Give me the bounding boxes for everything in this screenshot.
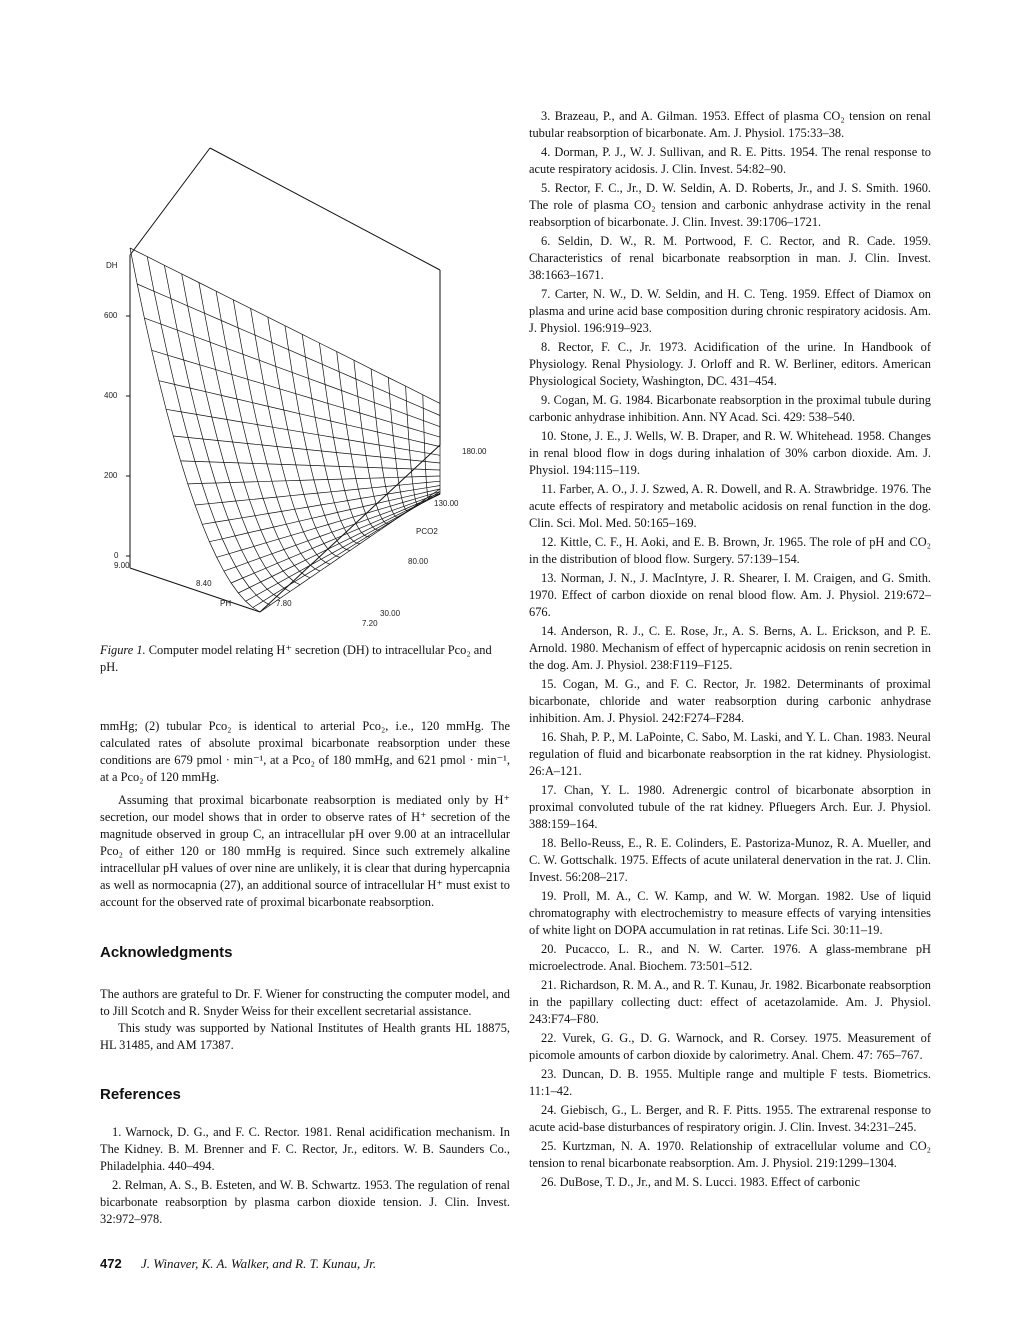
surface-grid-line	[199, 283, 300, 585]
reference-item: 23. Duncan, D. B. 1955. Multiple range and multiple F tests. Biometrics. 11:1–42.	[529, 1067, 931, 1098]
reference-item: 21. Richardson, R. M. A., and R. T. Kunau, Jr. 1982. Bicarbonate reabsorption in the papillary collecting duct: effect of acetazolamide. Am. J. Physiol. 243:F74–F80.	[529, 978, 931, 1026]
figure-1	[100, 140, 510, 660]
reference-item: 13. Norman, J. N., J. MacIntyre, J. R. Shearer, I. M. Craigen, and G. Smith. 1970. Effect of carbon dioxide on renal blood flow. Am. J. Physiol. 219:672–676.	[529, 571, 931, 619]
reference-item: 1. Warnock, D. G., and F. C. Rector. 1981. Renal acidification mechanism. In The Kidney. B. M. Brenner and F. C. Rector, Jr., editors. W. B. Saunders Co., Philadelphia. 440–494.	[100, 1125, 510, 1173]
reference-item: 3. Brazeau, P., and A. Gilman. 1953. Effect of plasma CO₂ tension on renal tubular reabsorption of bicarbonate. Am. J. Physiol. 175:33–38.	[529, 109, 931, 140]
reference-item: 15. Cogan, M. G., and F. C. Rector, Jr. 1982. Determinants of proximal bicarbonate, chloride and water reabsorption during carbonic anhydrase inhibition. Am. J. Physiol. 242:F274–F284.	[529, 677, 931, 725]
figure-caption	[100, 642, 510, 676]
pco2-tick-label: 130.00	[434, 499, 459, 508]
pco2-tick-label: 80.00	[408, 557, 429, 566]
reference-item: 12. Kittle, C. F., H. Aoki, and E. B. Brown, Jr. 1965. The role of pH and CO₂ in the distribution of blood flow. Surgery. 57:139–154.	[529, 535, 931, 566]
page-footer	[100, 1256, 376, 1272]
reference-item: 9. Cogan, M. G. 1984. Bicarbonate reabsorption in the proximal tubule during carbonic anhydrase inhibition. Ann. NY Acad. Sci. 429: 538–540.	[529, 393, 931, 424]
surface-grid-line	[164, 265, 280, 598]
body-text-left	[100, 718, 510, 911]
y-tick-label: 0	[114, 551, 119, 560]
reference-item: 17. Chan, Y. L. 1980. Adrenergic control of bicarbonate absorption in proximal convoluted tubule of the rat kidney. Pfluegers Arch. Eur. J. Physiol. 388:159–164.	[529, 783, 931, 831]
reference-item: 6. Seldin, D. W., R. M. Portwood, F. C. Rector, and R. Cade. 1959. Characteristics of renal bicarbonate reabsorption in man. J. Clin. Invest. 38:1663–1671.	[529, 234, 931, 282]
page-number: 472	[100, 1256, 122, 1271]
reference-item: 4. Dorman, P. J., W. J. Sullivan, and R. E. Pitts. 1954. The renal response to acute respiratory acidosis. J. Clin. Invest. 54:82–90.	[529, 145, 931, 176]
caption-text: Computer model relating H⁺ secretion (DH) to intracellular Pco₂ and pH.	[100, 643, 492, 674]
ph-axis-label: PH	[220, 599, 232, 608]
pco2-axis-line	[260, 445, 440, 612]
reference-item: 22. Vurek, G. G., D. G. Warnock, and R. Corsey. 1975. Measurement of picomole amounts of carbon dioxide by calorimetry. Anal. Chem. 47: 765–767.	[529, 1031, 931, 1062]
pco2-tick-label: 180.00	[462, 447, 487, 456]
acknowledgments-paragraph: The authors are grateful to Dr. F. Wiener for constructing the computer model, and to Jill Scotch and R. Snyder Weiss for their excellent secretarial assistance.	[100, 987, 510, 1018]
references-list-right	[529, 108, 931, 1193]
surface-grid-line	[130, 248, 260, 612]
pco2-axis-label: PCO2	[416, 527, 438, 536]
reference-item: 5. Rector, F. C., Jr., D. W. Seldin, A. D. Roberts, Jr., and J. S. Smith. 1960. The role of plasma CO₂ tension and carbonic anhydrase activity in the renal reabsorption of bicarbonate. J. Clin. Invest. 39:1706–1721.	[529, 181, 931, 229]
y-tick-label: 400	[104, 391, 118, 400]
references-heading: References	[100, 1086, 181, 1103]
references-list-left	[100, 1124, 510, 1230]
reference-item: 7. Carter, N. W., D. W. Seldin, and H. C. Teng. 1959. Effect of Diamox on plasma and urine acid base composition during chronic respiratory acidosis. Am. J. Physiol. 196:919–923.	[529, 287, 931, 335]
body-paragraph: Assuming that proximal bicarbonate reabsorption is mediated only by H⁺ secretion, our model shows that in order to observe rates of H⁺ secretion of the magnitude observed in group C, an intracellular pH over 9.00 at an intracellular Pco₂ of either 120 or 180 mmHg is required. Since such extremely alkaline intracellular pH values of over nine are unlikely, it is clear that during hypercapnia as well as normocapnia (27), an additional source of intracellular H⁺ must exist to account for the observed rate of proximal bicarbonate reabsorption.	[100, 793, 510, 909]
y-tick-label: 600	[104, 311, 118, 320]
reference-item: 18. Bello-Reuss, E., R. E. Colinders, E. Pastoriza-Munoz, R. A. Mueller, and C. W. Gottschalk. 1975. Effects of acute unilateral denervation in the rat. J. Clin. Invest. 56:208–217.	[529, 836, 931, 884]
body-paragraph: mmHg; (2) tubular Pco₂ is identical to arterial Pco₂, i.e., 120 mmHg. The calculated rates of absolute proximal bicarbonate reabsorption under these conditions are 679 pmol · min⁻¹, at a Pco₂ of 180 mmHg, and 621 pmol · min⁻¹, at a Pco₂ of 120 mmHg.	[100, 719, 510, 784]
top-far-edge	[210, 148, 440, 270]
surface-grid-line	[251, 308, 330, 564]
y-tick-label: 200	[104, 471, 118, 480]
reference-item: 16. Shah, P. P., M. LaPointe, C. Sabo, M. Laski, and Y. L. Chan. 1983. Neural regulation of fluid and bicarbonate reabsorption in the rat kidney. Physiologist. 26:A–121.	[529, 730, 931, 778]
ph-tick-label: 8.40	[196, 579, 212, 588]
reference-item: 10. Stone, J. E., J. Wells, W. B. Draper, and R. W. Whitehead. 1958. Changes in renal blood flow in dogs during inhalation of 30% carbon dioxide. Am. J. Physiol. 194:115–119.	[529, 429, 931, 477]
reference-item: 20. Pucacco, L. R., and N. W. Carter. 1976. A glass-membrane pH microelectrode. Anal. Biochem. 73:501–512.	[529, 942, 931, 973]
reference-item: 19. Proll, M. A., C. W. Kamp, and W. W. Morgan. 1982. Use of liquid chromatography with electrochemistry to measure effects of varying intensities of white light on DOPA accumulation in rat retinas. Life Sci. 30:11–19.	[529, 889, 931, 937]
reference-item: 25. Kurtzman, N. A. 1970. Relationship of extracellular volume and CO₂ tension to renal bicarbonate reabsorption. Am. J. Physiol. 219:1299–1304.	[529, 1139, 931, 1170]
ph-tick-label: 9.00	[114, 561, 130, 570]
reference-item: 26. DuBose, T. D., Jr., and M. S. Lucci. 1983. Effect of carbonic	[541, 1175, 860, 1189]
pco2-tick-label: 30.00	[380, 609, 401, 618]
surface-grid-line	[319, 343, 370, 537]
reference-item: 14. Anderson, R. J., C. E. Rose, Jr., A. S. Berns, A. L. Erickson, and P. E. Arnold. 1980. Mechanism of effect of hypercapnic acidosis on renin secretion in the dog. Am. J. Physiol. 238:F119–F125.	[529, 624, 931, 672]
surface-grid-line	[233, 300, 320, 571]
surface-grid-line	[337, 352, 380, 531]
acknowledgments-paragraph: This study was supported by National Institutes of Health grants HL 18875, HL 31485, and AM 17387.	[100, 1021, 510, 1052]
ph-tick-label: 7.20	[362, 619, 378, 628]
reference-item: 11. Farber, A. O., J. J. Szwed, A. R. Dowell, and R. A. Strawbridge. 1976. The acute effects of respiratory and metabolic acidosis on renal function in the dog. Clin. Sci. Mol. Med. 50:165–169.	[529, 482, 931, 530]
reference-item: 24. Giebisch, G., L. Berger, and R. F. Pitts. 1955. The extrarenal response to acute acid-base disturbances of respiratory origin. J. Clin. Invest. 34:231–245.	[529, 1103, 931, 1134]
reference-item: 2. Relman, A. S., B. Esteten, and W. B. Schwartz. 1953. The regulation of renal bicarbonate reabsorption by plasma carbon dioxide tension. J. Clin. Invest. 32:972–978.	[100, 1178, 510, 1226]
acknowledgments-heading: Acknowledgments	[100, 944, 233, 961]
surface-grid-line	[238, 494, 440, 593]
top-back-edge	[130, 148, 210, 255]
caption-lead: Figure 1.	[100, 643, 146, 657]
running-authors: J. Winaver, K. A. Walker, and R. T. Kunau, Jr.	[140, 1256, 377, 1271]
reference-item: 8. Rector, F. C., Jr. 1973. Acidification of the urine. In Handbook of Physiology. Renal Physiology. J. Orloff and R. W. Berliner, editors. American Physiological Society, Washington, DC. 431–454.	[529, 340, 931, 388]
acknowledgments-text	[100, 986, 510, 1054]
surface-grid-line	[202, 486, 440, 525]
surface-grid-line	[209, 489, 440, 542]
ph-tick-label: 7.80	[276, 599, 292, 608]
surface-plot	[100, 140, 510, 660]
y-axis-label: DH	[106, 261, 118, 270]
